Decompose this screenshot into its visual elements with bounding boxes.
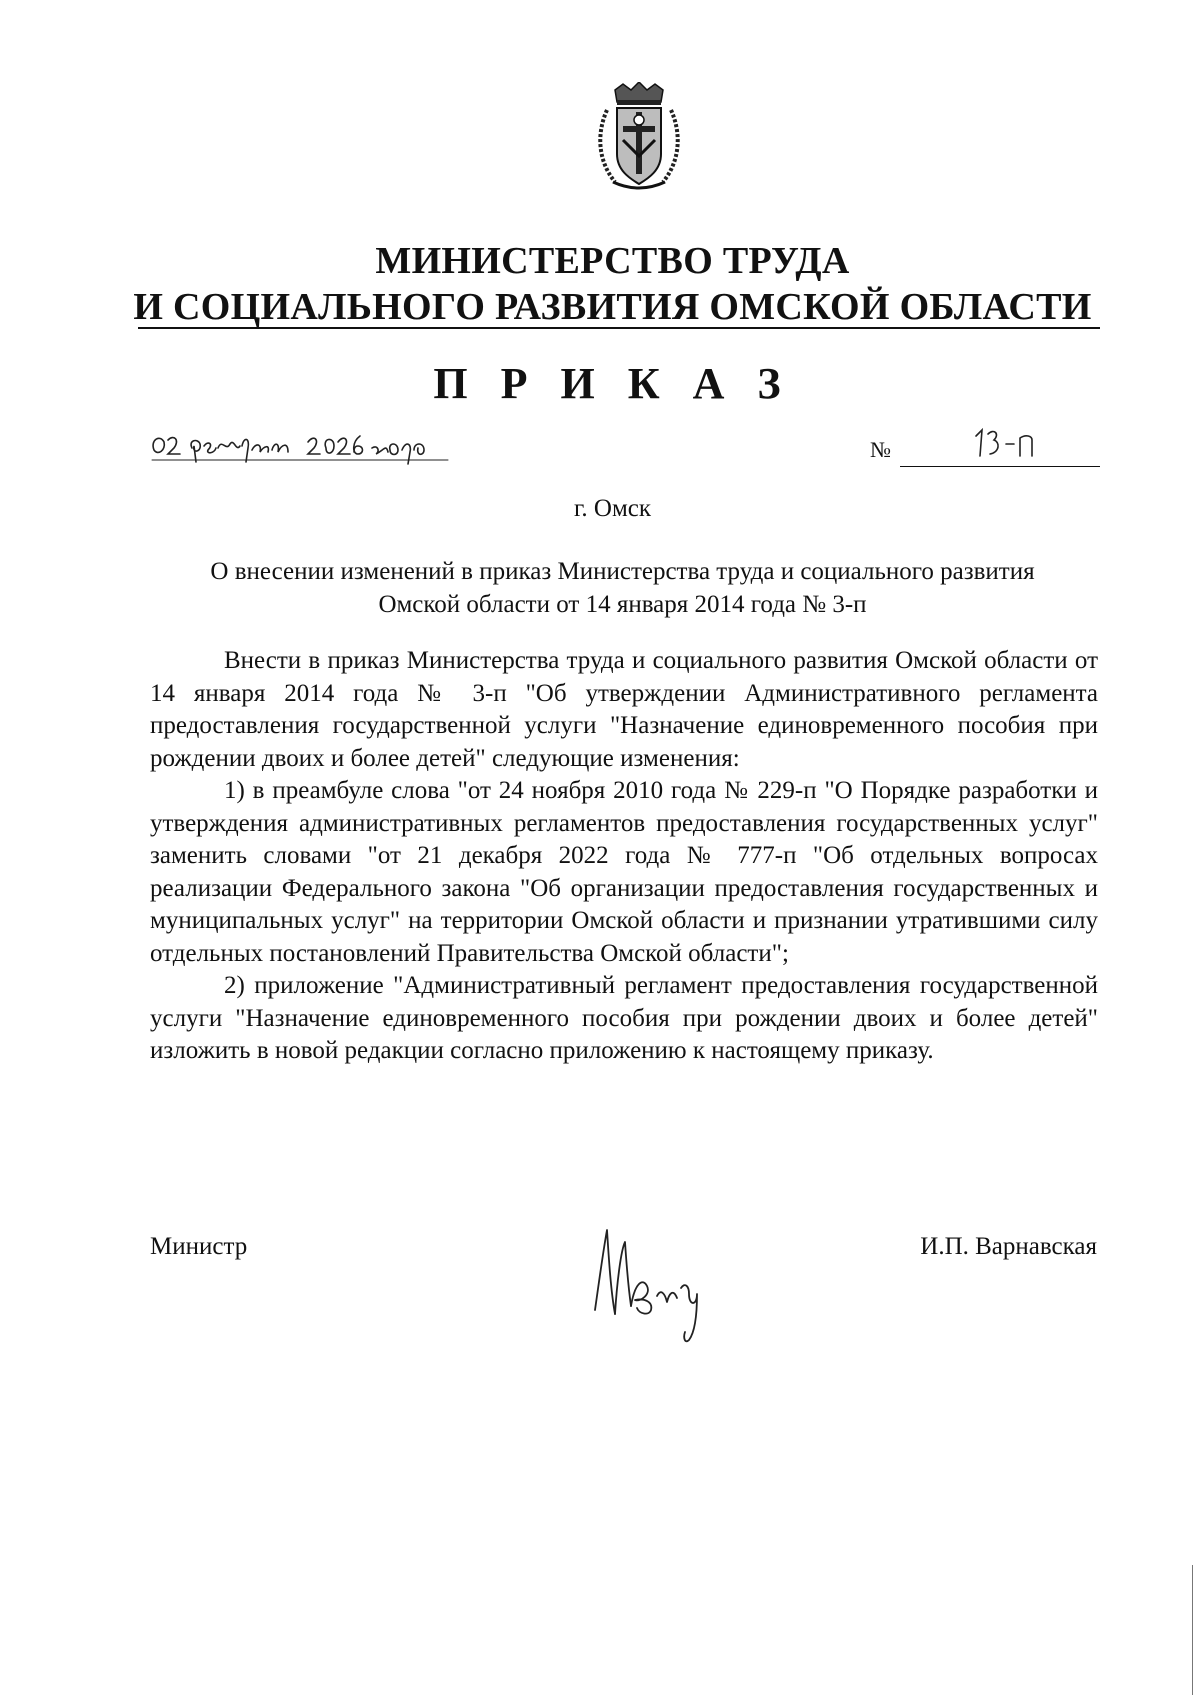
document-type: П Р И К А З (433, 359, 792, 408)
order-subject (150, 555, 1095, 621)
ministry-name-line-2: И СОЦИАЛЬНОГО РАЗВИТИЯ ОМСКОЙ ОБЛАСТИ (133, 286, 1092, 328)
handwritten-order-number (970, 426, 1040, 462)
signer-title: Министр (150, 1233, 248, 1260)
order-body (150, 645, 1098, 1068)
signature-mark (585, 1222, 735, 1352)
order-number-line (900, 466, 1100, 467)
ministry-name-line-1: МИНИСТЕРСТВО ТРУДА (375, 240, 850, 282)
body-paragraph-item-1: 1) в преамбуле слова "от 24 ноября 2010 года № 229-п "О Порядке разработки и утверждения административных регламентов предоставления государственных услуг" заменить словами "от 21 декабря 2022 года № 777-п "Об отдельных вопросах реализации Федерального закона "Об организации предоставления государственных и муниципальных услуг" на территории Омской области и признании утратившими силу отдельных постановлений Правительства Омской области"; (150, 777, 1098, 967)
subject-line-1: О внесении изменений в приказ Министерства труда и социального развития (210, 558, 1035, 585)
signer-name: И.П. Варнавская (920, 1233, 1097, 1260)
city: г. Омск (573, 495, 652, 522)
header-divider (138, 327, 1100, 329)
scan-edge-mark (1192, 1565, 1193, 1695)
subject-line-2: Омской области от 14 января 2014 года № 3-п (378, 591, 867, 618)
order-number-label: № (870, 437, 891, 462)
coat-of-arms-icon (593, 82, 685, 194)
handwritten-date (148, 422, 458, 468)
body-paragraph-intro: Внести в приказ Министерства труда и социального развития Омской области от 14 января 2014 года № 3-п "Об утверждении Административного регламента предоставления государственной услуги "Назначение единовременного пособия при рождении двоих и более детей" следующие изменения: (150, 647, 1098, 772)
body-paragraph-item-2: 2) приложение "Административный регламент предоставления государственной услуги "Назначение единовременного пособия при рождении двоих и более детей" изложить в новой редакции согласно приложению к настоящему приказу. (150, 972, 1098, 1064)
